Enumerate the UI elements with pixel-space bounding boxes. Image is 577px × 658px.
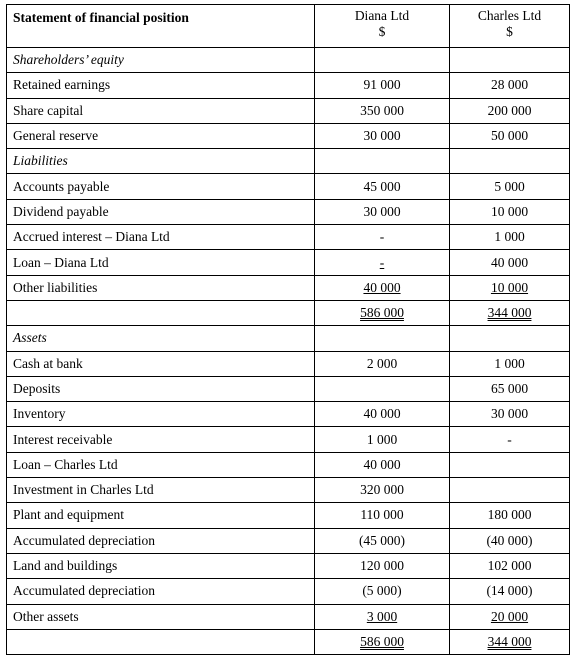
table-row: [7, 452, 570, 477]
table-row: [7, 199, 570, 224]
cell-charles: 65 000: [450, 376, 570, 401]
row-label: Plant and equipment: [7, 503, 315, 528]
section-label-liabilities: Liabilities: [7, 149, 315, 174]
row-label: Accumulated depreciation: [7, 579, 315, 604]
total-charles: [450, 300, 570, 325]
table-row: [7, 604, 570, 629]
cell-charles: [450, 326, 570, 351]
row-label: Other liabilities: [7, 275, 315, 300]
table-row: [7, 250, 570, 275]
total-charles: [450, 629, 570, 654]
table-row: [7, 174, 570, 199]
row-label: Other assets: [7, 604, 315, 629]
cell-charles: 5 000: [450, 174, 570, 199]
table-row: [7, 503, 570, 528]
cell-diana: (45 000): [315, 528, 450, 553]
cell-charles: (14 000): [450, 579, 570, 604]
table-row: [7, 579, 570, 604]
cell-charles: [450, 275, 570, 300]
cell-charles: 180 000: [450, 503, 570, 528]
section-row-assets: [7, 326, 570, 351]
cell-charles: [450, 149, 570, 174]
table-row: [7, 402, 570, 427]
statement-title: Statement of financial position: [7, 5, 315, 48]
cell-diana-value: -: [379, 254, 385, 270]
table-row: [7, 73, 570, 98]
cell-charles: 1 000: [450, 225, 570, 250]
cell-diana: 30 000: [315, 199, 450, 224]
total-diana: [315, 629, 450, 654]
financial-statement-page: [6, 4, 571, 655]
cell-diana: 40 000: [315, 452, 450, 477]
cell-diana: -: [315, 225, 450, 250]
cell-charles-value: 20 000: [490, 608, 529, 624]
cell-diana: 320 000: [315, 478, 450, 503]
row-label: Inventory: [7, 402, 315, 427]
cell-diana: 2 000: [315, 351, 450, 376]
row-label: Retained earnings: [7, 73, 315, 98]
cell-charles: 28 000: [450, 73, 570, 98]
row-label: Loan – Charles Ltd: [7, 452, 315, 477]
cell-diana: [315, 604, 450, 629]
section-label-assets: Assets: [7, 326, 315, 351]
cell-charles: 50 000: [450, 123, 570, 148]
column-unit-diana: $: [378, 24, 386, 39]
total-charles-value: 344 000: [487, 633, 532, 649]
cell-diana: [315, 326, 450, 351]
total-row-equity-liabilities: [7, 300, 570, 325]
cell-diana-value: 3 000: [366, 608, 398, 624]
total-diana-value: 586 000: [360, 305, 404, 321]
section-label-equity: Shareholders’ equity: [7, 48, 315, 73]
cell-diana: [315, 48, 450, 73]
row-label: Cash at bank: [7, 351, 315, 376]
table-row: [7, 478, 570, 503]
cell-charles-value: 10 000: [490, 279, 529, 295]
table-row: [7, 225, 570, 250]
cell-charles: -: [450, 427, 570, 452]
table-row: [7, 275, 570, 300]
row-label: Deposits: [7, 376, 315, 401]
cell-diana: 40 000: [315, 402, 450, 427]
cell-charles: [450, 452, 570, 477]
cell-diana-value: 40 000: [363, 279, 401, 295]
cell-charles: 40 000: [450, 250, 570, 275]
cell-diana: 120 000: [315, 553, 450, 578]
column-header-diana: [315, 5, 450, 48]
cell-diana: 91 000: [315, 73, 450, 98]
cell-diana: [315, 250, 450, 275]
row-label: Accrued interest – Diana Ltd: [7, 225, 315, 250]
row-label: [7, 300, 315, 325]
row-label: Share capital: [7, 98, 315, 123]
cell-diana: 350 000: [315, 98, 450, 123]
cell-diana: [315, 275, 450, 300]
row-label: [7, 629, 315, 654]
row-label: Dividend payable: [7, 199, 315, 224]
total-diana: [315, 300, 450, 325]
section-row-equity: [7, 48, 570, 73]
cell-charles: [450, 478, 570, 503]
financial-position-table: [6, 4, 570, 655]
row-label: Land and buildings: [7, 553, 315, 578]
table-row: [7, 376, 570, 401]
row-label: Interest receivable: [7, 427, 315, 452]
total-diana-value: 586 000: [360, 633, 404, 649]
cell-diana: 30 000: [315, 123, 450, 148]
cell-charles: 102 000: [450, 553, 570, 578]
cell-charles: 200 000: [450, 98, 570, 123]
total-row-assets: [7, 629, 570, 654]
cell-diana: (5 000): [315, 579, 450, 604]
cell-diana: 1 000: [315, 427, 450, 452]
column-unit-charles: $: [506, 24, 513, 39]
cell-charles: (40 000): [450, 528, 570, 553]
cell-charles: [450, 48, 570, 73]
row-label: General reserve: [7, 123, 315, 148]
cell-diana: [315, 376, 450, 401]
cell-diana: [315, 149, 450, 174]
table-row: [7, 351, 570, 376]
cell-charles: 30 000: [450, 402, 570, 427]
section-row-liabilities: [7, 149, 570, 174]
cell-charles: [450, 604, 570, 629]
table-row: [7, 123, 570, 148]
row-label: Accumulated depreciation: [7, 528, 315, 553]
total-charles-value: 344 000: [487, 305, 532, 321]
row-label: Investment in Charles Ltd: [7, 478, 315, 503]
cell-diana: 45 000: [315, 174, 450, 199]
table-row: [7, 427, 570, 452]
table-header-row: [7, 5, 570, 48]
cell-charles: 1 000: [450, 351, 570, 376]
table-row: [7, 528, 570, 553]
column-name-diana: Diana Ltd: [354, 8, 410, 23]
cell-charles: 10 000: [450, 199, 570, 224]
column-header-charles: [450, 5, 570, 48]
row-label: Loan – Diana Ltd: [7, 250, 315, 275]
table-row: [7, 98, 570, 123]
cell-diana: 110 000: [315, 503, 450, 528]
column-name-charles: Charles Ltd: [477, 8, 542, 23]
table-row: [7, 553, 570, 578]
row-label: Accounts payable: [7, 174, 315, 199]
